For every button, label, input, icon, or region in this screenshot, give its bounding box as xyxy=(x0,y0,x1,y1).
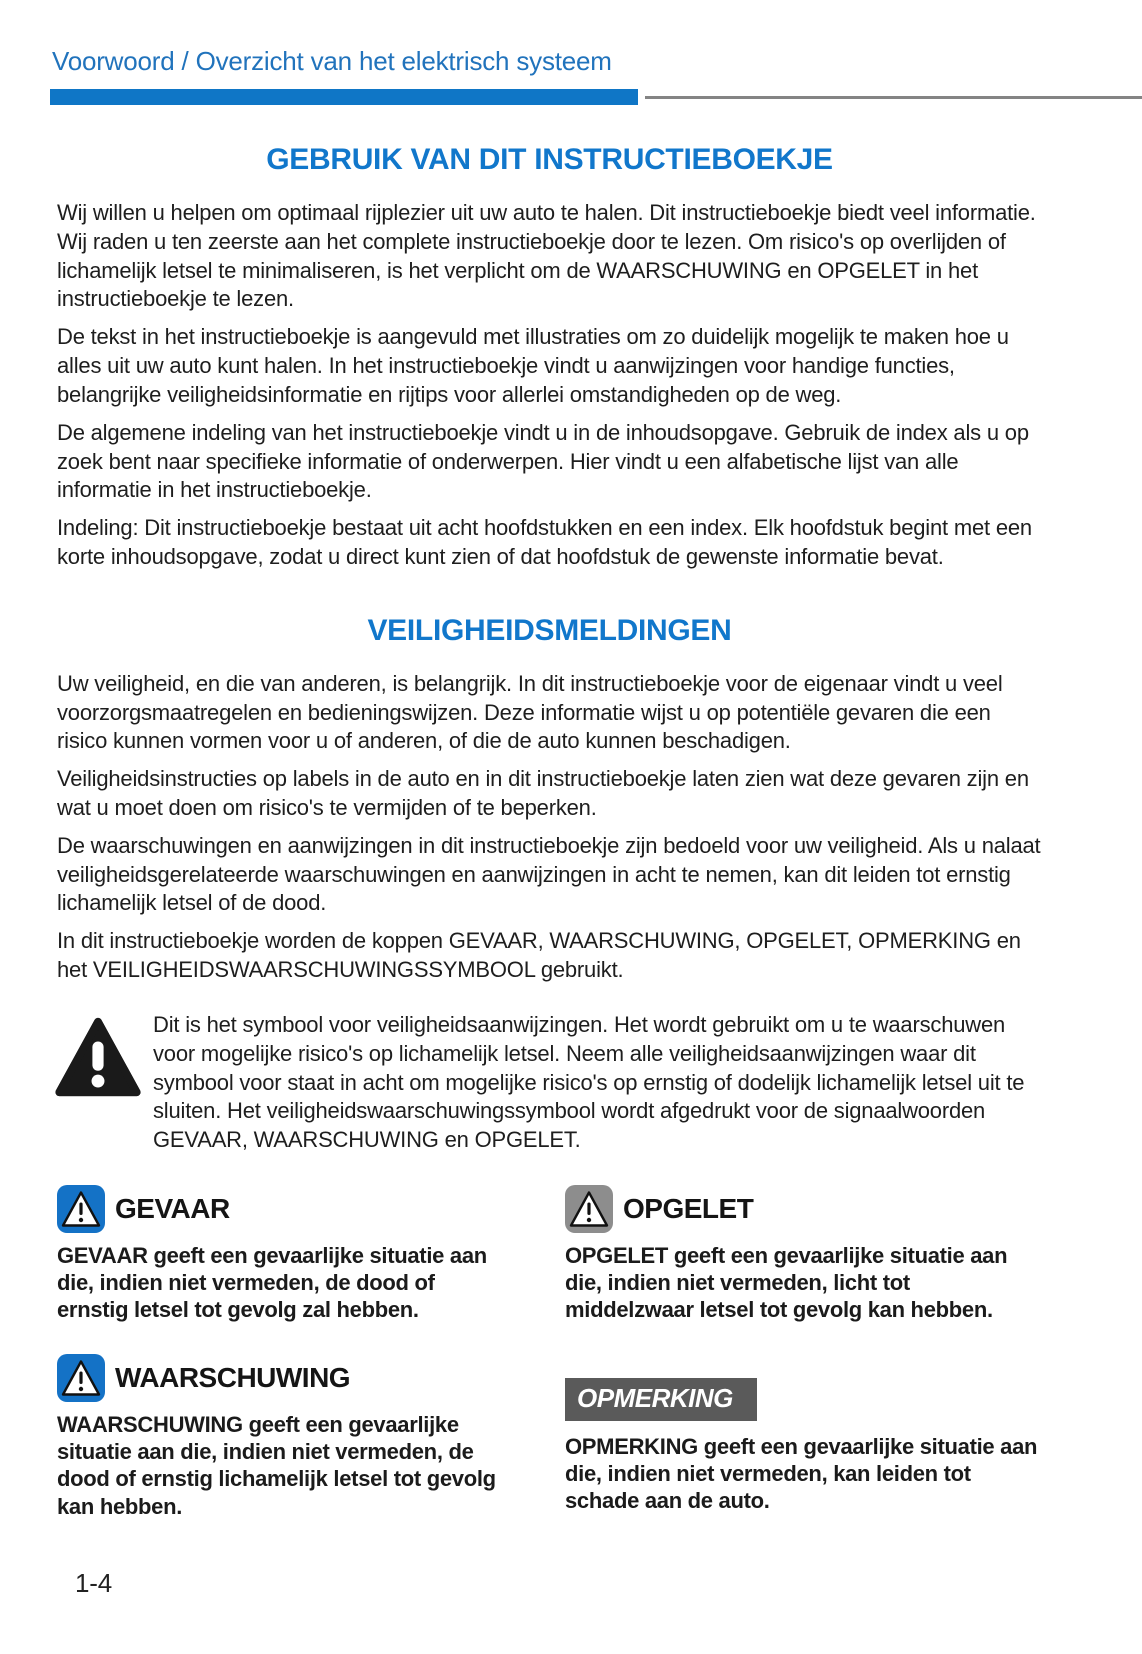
callout-text: OPMERKING geeft een gevaarlijke situatie aan die, indien niet vermeden, kan leiden tot schade aan de auto. xyxy=(565,1433,1038,1514)
header-blue-bar xyxy=(50,89,638,105)
safety-symbol-note-text: Dit is het symbool voor veiligheidsaanwijzingen. Het wordt gebruikt om u te waarschuwen voor mogelijke risico's op lichamelijk letsel. Neem alle veiligheidsaanwijzingen waar dit symbool voor staat in acht om mogelijke risico's op ernstig of dodelijk lichamelijk letsel uit te sluiten. Het veiligheidswaarschuwingssymbool wordt afgedrukt voor de signaalwoorden GEVAAR, WAARSCHUWING en OPGELET. xyxy=(153,1011,1025,1153)
callout-text: OPGELET geeft een gevaarlijke situatie aan die, indien niet vermeden, licht tot middelzwaar letsel tot gevolg kan hebben. xyxy=(565,1242,1008,1323)
callout-columns xyxy=(57,1185,1042,1550)
callout-text: WAARSCHUWING geeft een gevaarlijke situatie aan die, indien niet vermeden, de dood of ernstig lichamelijk letsel tot gevolg kan hebben. xyxy=(57,1411,496,1519)
paragraph: De waarschuwingen en aanwijzingen in dit instructieboekje zijn bedoeld voor uw veiligheid. Als u nalaat veiligheidsgerelateerde waarschuwingen en aanwijzingen in acht te nemen, kan dit leiden tot ernstig lichamelijk letsel of de dood. xyxy=(57,832,1041,916)
callout-gevaar xyxy=(57,1185,507,1324)
page-number: 1-4 xyxy=(75,1568,112,1598)
callout-opgelet xyxy=(565,1185,1042,1324)
section-title-usage: GEBRUIK VAN DIT INSTRUCTIEBOEKJE xyxy=(266,143,833,176)
callout-label: WAARSCHUWING xyxy=(115,1361,351,1393)
header-rule xyxy=(0,89,1142,107)
safety-symbol-note xyxy=(57,1011,1042,1155)
callout-column-left xyxy=(57,1185,507,1550)
callout-waarschuwing xyxy=(57,1354,507,1520)
paragraph: De algemene indeling van het instructieboekje vindt u in de inhoudsopgave. Gebruik de index als u op zoek bent naar specifieke informatie of onderwerpen. Hier vindt u een alfabetische lijst van alle informatie in het instructieboekje. xyxy=(57,419,1029,503)
safety-warning-triangle-icon xyxy=(55,1011,141,1155)
breadcrumb: Voorwoord / Overzicht van het elektrisch systeem xyxy=(52,46,612,76)
opmerking-label-box: OPMERKING xyxy=(565,1378,757,1421)
paragraph: De tekst in het instructieboekje is aangevuld met illustraties om zo duidelijk mogelijk te maken hoe u alles uit uw auto kunt halen. In het instructieboekje vindt u aanwijzingen voor handige functies, belangrijke veiligheidsinformatie en rijtips voor allerlei omstandigheden op de weg. xyxy=(57,324,1009,407)
callout-label: GEVAAR xyxy=(115,1192,230,1224)
warning-triangle-blue-icon xyxy=(57,1354,105,1402)
warning-triangle-blue-icon xyxy=(57,1185,105,1233)
paragraph: Veiligheidsinstructies op labels in de auto en in dit instructieboekje laten zien wat deze gevaren zijn en wat u moet doen om risico's te vermijden of te beperken. xyxy=(57,766,1029,820)
paragraph: Uw veiligheid, en die van anderen, is belangrijk. In dit instructieboekje voor de eigenaar vindt u veel voorzorgsmaatregelen en bedieningswijzen. Deze informatie wijst u op potentiële gevaren die een risico kunnen vormen voor u of anderen, of die de auto kunnen beschadigen. xyxy=(57,670,1003,754)
header-gray-line xyxy=(645,96,1142,99)
callout-label: OPGELET xyxy=(623,1192,754,1224)
paragraph: Wij willen u helpen om optimaal rijplezier uit uw auto te halen. Dit instructieboekje biedt veel informatie. Wij raden u ten zeerste aan het complete instructieboekje door te lezen. Om risico's op overlijden of lichamelijk letsel te minimaliseren, is het verplicht om de WAARSCHUWING en OPGELET in het instructieboekje te lezen. xyxy=(57,200,1036,312)
paragraph: In dit instructieboekje worden de koppen GEVAAR, WAARSCHUWING, OPGELET, OPMERKING en het VEILIGHEIDSWAARSCHUWINGSSYMBOOL gebruikt. xyxy=(57,928,1021,983)
warning-triangle-gray-icon xyxy=(565,1185,613,1233)
section-title-safety: VEILIGHEIDSMELDINGEN xyxy=(367,613,732,647)
callout-text: GEVAAR geeft een gevaarlijke situatie aan die, indien niet vermeden, de dood of ernstig letsel tot gevolg zal hebben. xyxy=(57,1242,487,1323)
callout-column-right xyxy=(565,1185,1042,1550)
paragraph: Indeling: Dit instructieboekje bestaat uit acht hoofdstukken en een index. Elk hoofdstuk begint met een korte inhoudsopgave, zodat u direct kunt zien of dat hoofdstuk de gewenste informatie bevat. xyxy=(57,515,1032,569)
callout-opmerking xyxy=(565,1354,1042,1515)
